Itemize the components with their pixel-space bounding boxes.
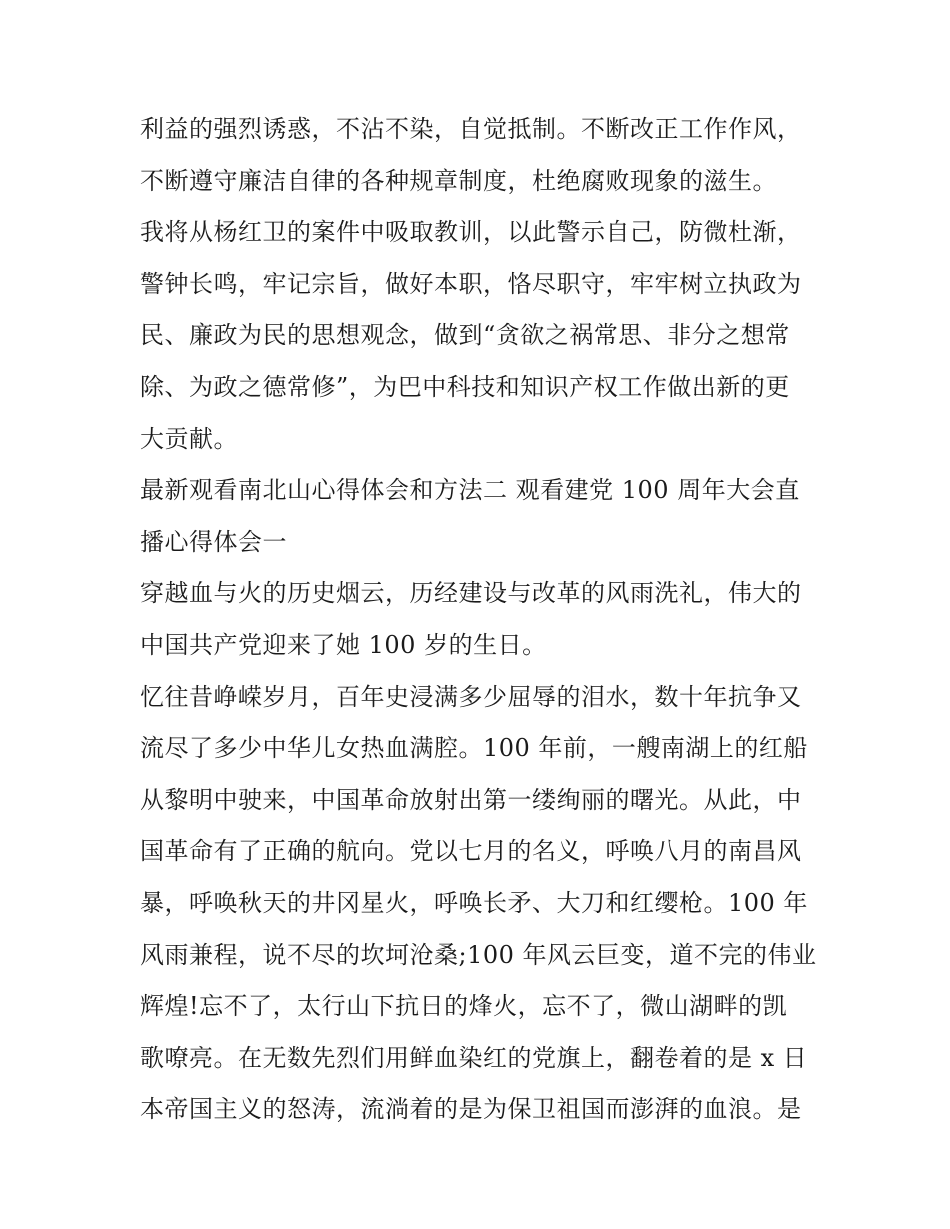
text-line: 除、为政之德常修”，为巴中科技和知识产权工作做出新的更	[140, 372, 790, 401]
body-text	[140, 104, 820, 1136]
section-heading-line: 最新观看南北山心得体会和方法二 观看建党 100 周年大会直	[140, 476, 800, 505]
text-line: 警钟长鸣，牢记宗旨，做好本职，恪尽职守，牢牢树立执政为	[140, 269, 802, 298]
text-line: 不断遵守廉洁自律的各种规章制度，杜绝腐败现象的滋生。	[140, 166, 777, 195]
text-line: 忆往昔峥嵘岁月，百年史浸满多少屈辱的泪水，数十年抗争又	[140, 682, 802, 711]
text-line: 从黎明中驶来，中国革命放射出第一缕绚丽的曙光。从此，中	[140, 785, 802, 814]
text-line: 国革命有了正确的航向。党以七月的名义，呼唤八月的南昌风	[140, 837, 802, 866]
text-line: 穿越血与火的历史烟云，历经建设与改革的风雨洗礼，伟大的	[140, 579, 802, 608]
text-line: 辉煌!忘不了，太行山下抗日的烽火，忘不了，微山湖畔的凯	[140, 992, 788, 1021]
text-line: 民、廉政为民的思想观念，做到“贪欲之祸常思、非分之想常	[140, 321, 790, 350]
text-line: 利益的强烈诱惑，不沾不染，自觉抵制。不断改正工作作风，	[140, 115, 802, 143]
text-line: 歌嘹亮。在无数先烈们用鲜血染红的党旗上，翻卷着的是 x 日	[140, 1043, 808, 1072]
text-line: 风雨兼程，说不尽的坎坷沧桑;100 年风云巨变，道不完的伟业	[140, 940, 817, 969]
text-line: 中国共产党迎来了她 100 岁的生日。	[140, 630, 547, 659]
text-line: 大贡献。	[140, 424, 238, 453]
section-heading-line: 播心得体会一	[140, 527, 287, 556]
text-line: 我将从杨红卫的案件中吸取教训，以此警示自己，防微杜渐，	[140, 218, 802, 247]
text-line: 暴，呼唤秋天的井冈星火，呼唤长矛、大刀和红缨枪。100 年	[140, 888, 808, 917]
text-line: 流尽了多少中华儿女热血满腔。100 年前，一艘南湖上的红船	[140, 734, 808, 763]
text-line: 本帝国主义的怒涛，流淌着的是为保卫祖国而澎湃的血浪。是	[140, 1095, 802, 1124]
